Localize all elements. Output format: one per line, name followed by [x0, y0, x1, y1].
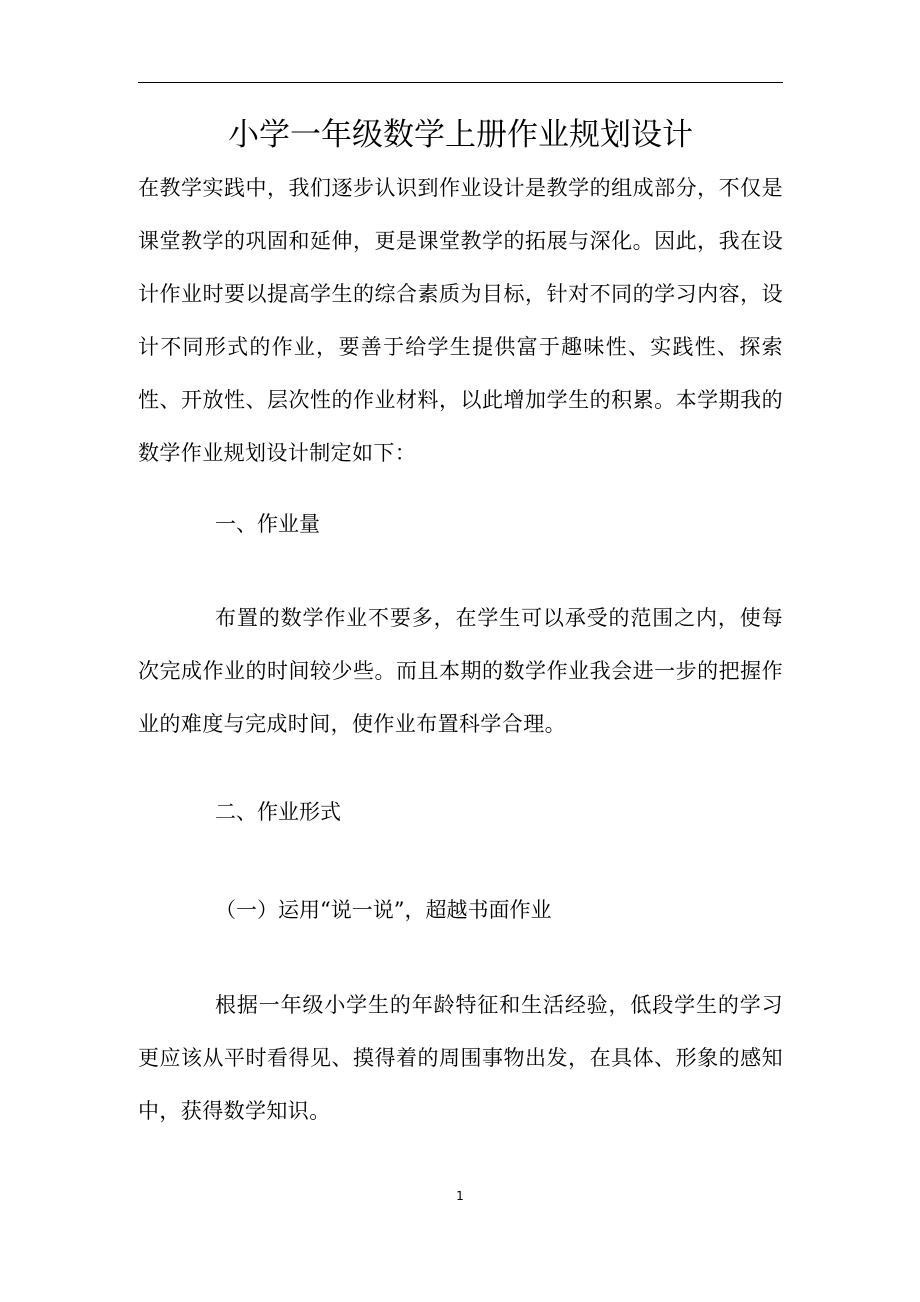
header-rule — [138, 82, 783, 83]
workload-paragraph: 布置的数学作业不要多，在学生可以承受的范围之内，使每次完成作业的时间较少些。而且本期的数学作业我会进一步的把握作业的难度与完成时间，使作业布置科学合理。 — [138, 606, 783, 736]
page-number: 1 — [456, 1189, 464, 1203]
speaking-paragraph: 根据一年级小学生的年龄特征和生活经验，低段学生的学习更应该从平时看得见、摸得着的周围事物出发，在具体、形象的感知中，获得数学知识。 — [138, 993, 783, 1123]
section-heading-workload: 一、作业量 — [215, 512, 320, 536]
intro-paragraph: 在教学实践中，我们逐步认识到作业设计是教学的组成部分，不仅是课堂教学的巩固和延伸，更是课堂教学的拓展与深化。因此，我在设计作业时要以提高学生的综合素质为目标，针对不同的学习内容，设计不同形式的作业，要善于给学生提供富于趣味性、实践性、探索性、开放性、层次性的作业材料，以此增加学生的积累。本学期我的数学作业规划设计制定如下： — [138, 176, 783, 465]
subsection-heading-speaking: （一）运用“说一说”，超越书面作业 — [215, 898, 552, 922]
section-heading-format: 二、作业形式 — [215, 800, 341, 824]
document-title: 小学一年级数学上册作业规划设计 — [228, 117, 693, 153]
